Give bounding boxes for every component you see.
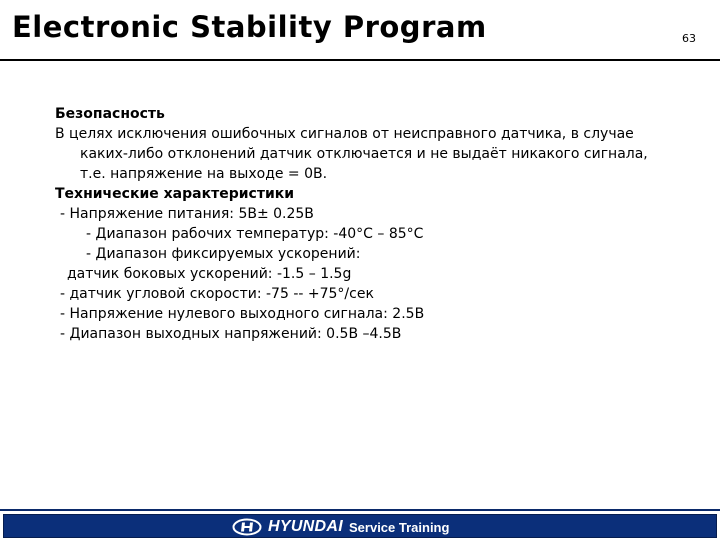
specs-heading: Технические характеристики [55, 186, 295, 202]
spec-item: - Напряжение нулевого выходного сигнала: 2.5В [60, 306, 425, 322]
service-training-label: Service Training [349, 519, 450, 535]
spec-item: - датчик угловой скорости: -75 -- +75°/сек [60, 286, 374, 302]
spec-item: датчик боковых ускорений: -1.5 – 1.5g [67, 266, 352, 282]
safety-text-line: В целях исключения ошибочных сигналов от неисправного датчика, в случае [55, 126, 634, 142]
spec-item: - Диапазон рабочих температур: -40°C – 85°C [86, 226, 424, 242]
hyundai-emblem-icon [232, 518, 262, 536]
brand-name: HYUNDAI [268, 518, 343, 535]
slide-content [55, 104, 695, 344]
safety-heading: Безопасность [55, 106, 165, 122]
page-number: 63 [682, 32, 696, 45]
hyundai-logo [232, 517, 449, 537]
title-divider [0, 59, 720, 61]
safety-text-line: каких-либо отклонений датчик отключается и не выдаёт никакого сигнала, [80, 146, 648, 162]
footer-bar [3, 514, 717, 538]
spec-item: - Диапазон выходных напряжений: 0.5В –4.5В [60, 326, 402, 342]
page-title: Electronic Stability Program [12, 10, 487, 44]
safety-text-line: т.е. напряжение на выходе = 0В. [80, 166, 328, 182]
footer-divider [0, 509, 720, 511]
spec-item: - Напряжение питания: 5В± 0.25В [60, 206, 314, 222]
spec-item: - Диапазон фиксируемых ускорений: [86, 246, 361, 262]
footer [0, 509, 720, 540]
